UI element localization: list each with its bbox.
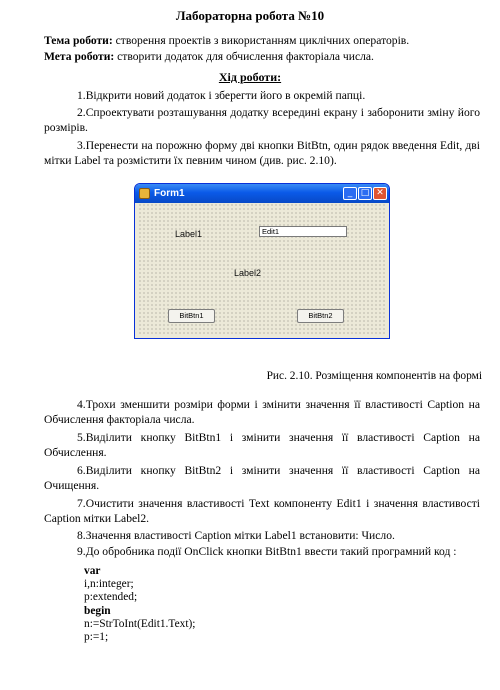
code-line: p:=1; bbox=[84, 631, 109, 644]
code-begin: begin bbox=[84, 604, 111, 617]
step-4: 4.Трохи зменшити розміри форми і змінити значення її властивості Caption на Обчислення факторіала числа. bbox=[44, 398, 480, 426]
step-7: 7.Очистити значення властивості Text компоненту Edit1 і значення властивості Caption мітки Label2. bbox=[44, 497, 480, 525]
form1-client-area bbox=[138, 203, 386, 335]
code-var: var bbox=[84, 565, 101, 577]
code-line: i,n:integer; bbox=[84, 578, 134, 591]
goal-text: створити додаток для обчислення факторіала числа. bbox=[114, 50, 374, 63]
goal-label: Мета роботи: bbox=[44, 50, 115, 63]
close-icon[interactable]: ✕ bbox=[373, 187, 387, 200]
bitbtn1-button[interactable]: BitBtn1 bbox=[168, 309, 215, 323]
edit1-input[interactable]: Edit1 bbox=[259, 226, 347, 237]
code-line: n:=StrToInt(Edit1.Text); bbox=[84, 617, 196, 630]
document-title: Лабораторна робота №10 bbox=[175, 8, 325, 23]
step-5: 5.Виділити кнопку BitBtn1 і змінити значення її властивості Caption на Обчислення. bbox=[44, 431, 480, 459]
maximize-icon[interactable]: □ bbox=[358, 187, 372, 200]
step-6: 6.Виділити кнопку BitBtn2 і змінити значення її властивості Caption на Очищення. bbox=[44, 464, 480, 492]
step-2: 2.Спроектувати розташування додатку всередині екрану і заборонити зміну його розмірів. bbox=[44, 106, 480, 134]
minimize-icon[interactable]: _ bbox=[343, 187, 357, 200]
form1-titlebar bbox=[135, 184, 389, 203]
label1: Label1 bbox=[175, 229, 203, 239]
topic-text: створення проектів з використанням циклічних операторів. bbox=[112, 34, 410, 47]
bitbtn2-button[interactable]: BitBtn2 bbox=[297, 309, 344, 323]
step-1: 1.Відкрити новий додаток і зберегти його в окремій папці. bbox=[77, 89, 366, 102]
code-block bbox=[84, 565, 195, 644]
step-3: 3.Перенести на порожню форму дві кнопки BitBtn, один рядок введення Edit, дві мітки Label та розмістити їх певним чином (див. рис. 2.10). bbox=[44, 139, 480, 167]
procedure-heading: Хід роботи: bbox=[218, 70, 282, 84]
goal-line bbox=[44, 50, 474, 65]
step-9: 9.До обробника події OnClick кнопки BitBtn1 ввести такий програмний код : bbox=[77, 545, 457, 558]
topic-label: Тема роботи: bbox=[44, 34, 113, 47]
topic-line bbox=[44, 34, 474, 49]
label2: Label2 bbox=[234, 268, 262, 278]
step-8: 8.Значення властивості Caption мітки Label1 встановити: Число. bbox=[77, 529, 395, 542]
app-icon bbox=[139, 188, 150, 199]
form1-window bbox=[134, 183, 390, 339]
code-line: p:extended; bbox=[84, 591, 138, 604]
form1-title: Form1 bbox=[154, 188, 185, 199]
figure-caption: Рис. 2.10. Розміщення компонентів на формі bbox=[266, 370, 482, 382]
